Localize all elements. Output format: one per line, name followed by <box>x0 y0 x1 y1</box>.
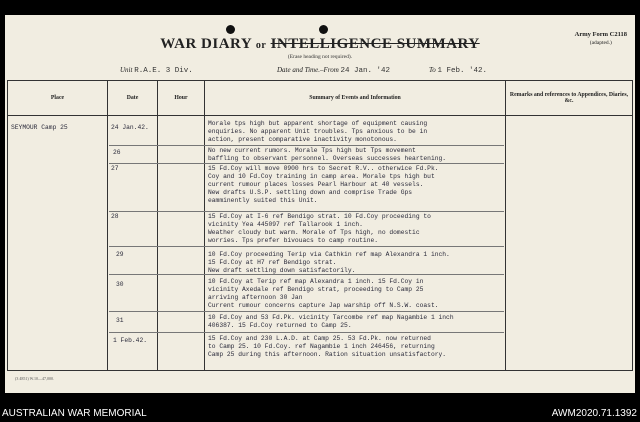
form-sub: (adapted.) <box>589 40 612 46</box>
column-divider <box>204 80 205 371</box>
date-label: Date and Time.–From <box>277 66 339 74</box>
column-divider <box>505 80 506 371</box>
column-header-date: Date <box>126 95 139 101</box>
entry-summary: 10 Fd.Coy and 53 Fd.Pk. vicinity Tarcombe ref map Nagambie 1 inch 406387. 15 Fd.Coy returned to Camp 25. <box>208 314 454 329</box>
entry-summary: 15 Fd.Coy and 230 L.A.D. at Camp 25. 53 Fd.Pk. now returned to Camp 25. 10 Fd.Coy. ref Nagambie 1 inch 246456, returning Camp 25 during this afternoon. Ration situation unsatisfactory. <box>208 335 447 358</box>
entry-date: 1 Feb.42. <box>113 337 148 344</box>
entry-date: 31 <box>116 317 124 324</box>
column-divider <box>7 80 8 371</box>
document-title <box>5 36 635 53</box>
entry-summary: 10 Fd.Coy at Terip ref map Alexandra 1 inch. 15 Fd.Coy in vicinity Axedale ref Bendigo strat, proceeding to Camp 25 arriving afternoon 30 Jan Current rumour concerns capture Jap warship off N.S.W. coast. <box>208 278 439 309</box>
title-intelligence-summary: INTELLIGENCE SUMMARY <box>270 36 480 52</box>
column-divider <box>107 80 108 371</box>
entry-date: 27 <box>111 165 119 172</box>
column-divider <box>157 80 158 371</box>
entry-place: SEYMOUR Camp 25 <box>11 124 68 131</box>
column-header-remarks: Remarks and references to Appendices, Diaries, &c. <box>509 92 629 104</box>
punch-hole <box>226 25 235 34</box>
erase-note: (Erase heading not required). <box>287 54 353 60</box>
date-to-label: To <box>429 66 436 74</box>
date-line <box>277 66 390 75</box>
row-divider <box>109 246 504 247</box>
date-to-line <box>429 66 487 75</box>
unit-value: R.A.E. 3 Div. <box>134 67 193 75</box>
unit-line <box>120 66 193 75</box>
row-divider <box>109 332 504 333</box>
entry-date: 29 <box>116 251 124 258</box>
row-divider <box>109 145 504 146</box>
column-divider <box>632 80 633 371</box>
column-header-place: Place <box>50 95 65 101</box>
row-divider <box>109 311 504 312</box>
column-header-summary: Summary of Events and Information <box>309 95 401 101</box>
form-number <box>575 31 627 47</box>
entry-date: 26 <box>113 149 121 156</box>
entry-summary: 15 Fd.Coy at I-6 ref Bendigo strat. 10 Fd.Coy proceeding to vicinity Yea 445097 ref Tallarook 1 inch. Weather cloudy but warm. Morale of Tps high, no domestic worries. Tps prefer bivouacs to camp routine. <box>208 213 431 244</box>
header-divider <box>7 115 633 116</box>
punch-hole <box>319 25 328 34</box>
entry-date: 30 <box>116 281 124 288</box>
row-divider <box>109 211 504 212</box>
row-divider <box>109 163 504 164</box>
date-from: 24 Jan. '42 <box>340 67 391 75</box>
entry-date: 28 <box>111 213 119 220</box>
title-war-diary: WAR DIARY <box>160 36 252 52</box>
unit-label: Unit <box>120 66 133 74</box>
entry-summary: 10 Fd.Coy proceeding Terip via Cathkin ref map Alexandra 1 inch. 15 Fd.Coy at H7 ref Bendigo strat. New draft settling down satisfactorily. <box>208 251 450 274</box>
entry-summary: No new current rumors. Morale Tps high but Tps movement baffling to observant personnel. Overseas successes heartening. <box>208 147 447 162</box>
war-diary-sheet <box>5 15 635 393</box>
entry-date: 24 Jan.42. <box>111 124 149 131</box>
form-name: Army Form C2118 <box>574 31 627 38</box>
print-code: (3 4851) W.10—47,000. <box>15 376 54 381</box>
entry-summary: Morale tps high but apparent shortage of equipment causing enquiries. No apparent Unit troubles. Tps anxious to be in action, present comparative inactivity monotonous. <box>208 120 428 143</box>
catalogue-number: AWM2020.71.1392 <box>551 408 637 419</box>
source-caption: AUSTRALIAN WAR MEMORIAL <box>2 408 147 419</box>
column-header-hour: Hour <box>174 95 188 101</box>
entry-summary: 15 Fd.Coy will move 0900 hrs to Secret R.V.. otherwice Fd.Pk. Coy and 10 Fd.Coy training in camp area. Morale tps high but current rumour places losses Pearl Harbour at 40 vessels. New drafts U.S.P. settling down and comprise Trade Gps eamminently suited this Unit. <box>208 165 439 204</box>
table-bottom-border <box>7 370 633 371</box>
date-to: 1 Feb. '42. <box>437 67 488 75</box>
title-or: or <box>255 40 267 51</box>
